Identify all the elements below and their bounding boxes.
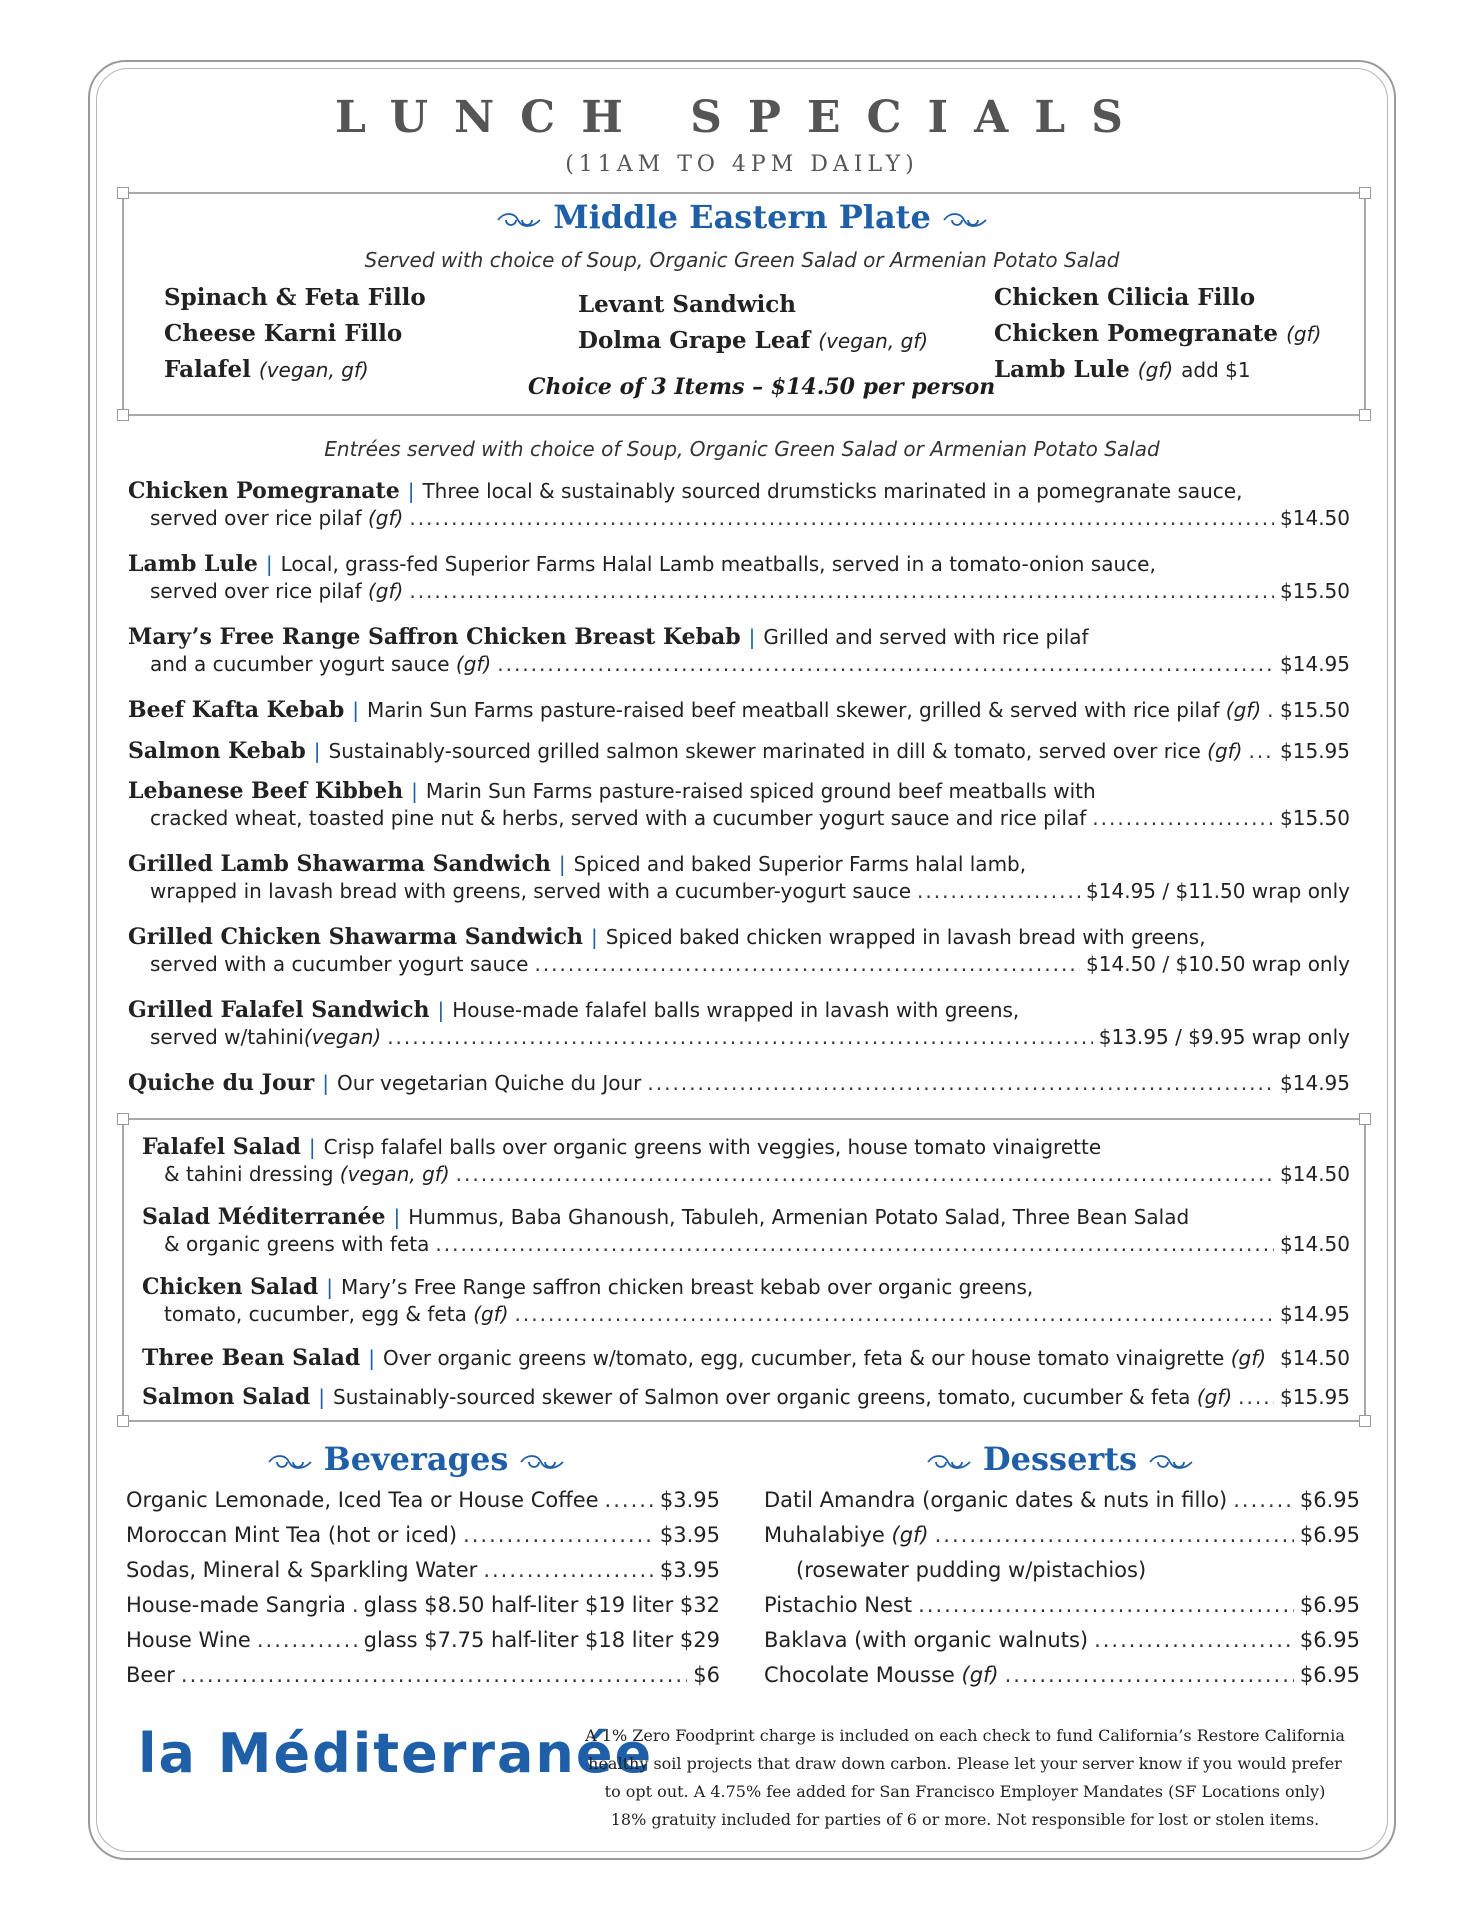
dessert-item: Pistachio Nest ..... $6.95: [764, 1593, 1360, 1617]
plate-item: Falafel (vegan, gf): [164, 356, 369, 383]
desserts-heading: Desserts: [760, 1440, 1360, 1478]
entree-item: Grilled Chicken Shawarma Sandwich | Spiced baked chicken wrapped in lavash bread with greens, served with a cucumber yogurt sauce ..... $14.50 / $10.50 wrap only: [128, 924, 1350, 976]
plate-item: Chicken Cilicia Fillo: [994, 284, 1256, 311]
entree-item: Beef Kafta Kebab | Marin Sun Farms pasture-raised beef meatball skewer, grilled & served with rice pilaf (gf) ..... $15.50: [128, 697, 1350, 723]
beverages-heading: Beverages: [126, 1440, 706, 1478]
salad-item: Salmon Salad | Sustainably-sourced skewer of Salmon over organic greens, tomato, cucumber & feta (gf) ..... $15.95: [142, 1384, 1350, 1410]
entree-item: Salmon Kebab | Sustainably-sourced grilled salmon skewer marinated in dill & tomato, served over rice (gf) ..... $15.95: [128, 738, 1350, 764]
dessert-item: Baklava (with organic walnuts) ..... $6.95: [764, 1628, 1360, 1652]
desserts-list: [764, 1488, 1360, 1698]
corner-ornament: [117, 409, 129, 421]
plate-col-3: [994, 280, 1321, 388]
plate-item: Cheese Karni Fillo: [164, 320, 403, 347]
entree-item: Lebanese Beef Kibbeh | Marin Sun Farms pasture-raised spiced ground beef meatballs with cracked wheat, toasted pine nut & herbs, served with a cucumber yogurt sauce and rice pilaf ..... $15.50: [128, 778, 1350, 830]
plate-note: Served with choice of Soup, Organic Green Salad or Armenian Potato Salad: [364, 248, 1120, 272]
salad-item: Salad Méditerranée | Hummus, Baba Ghanoush, Tabuleh, Armenian Potato Salad, Three Bean Salad & organic greens with feta ..... $14.50: [142, 1204, 1350, 1256]
dessert-item: Datil Amandra (organic dates & nuts in fillo) ..... $6.95: [764, 1488, 1360, 1512]
plate-item: Spinach & Feta Fillo: [164, 284, 426, 311]
restaurant-logo: la Méditerranée: [138, 1722, 654, 1785]
entree-item: Mary’s Free Range Saffron Chicken Breast Kebab | Grilled and served with rice pilaf and a cucumber yogurt sauce (gf) ..... $14.95: [128, 624, 1350, 676]
salad-box-left: [122, 1118, 124, 1422]
entree-item: Grilled Lamb Shawarma Sandwich | Spiced and baked Superior Farms halal lamb, wrapped in lavash bread with greens, served with a cucumber-yogurt sauce ..... $14.95 / $11.50 wrap only: [128, 851, 1350, 903]
beverage-item: Sodas, Mineral & Sparkling Water ..... $3.95: [126, 1558, 720, 1582]
salad-box-right: [1364, 1118, 1366, 1422]
dessert-item: Chocolate Mousse (gf) ..... $6.95: [764, 1663, 1360, 1687]
plate-choice: Choice of 3 Items – $14.50 per person: [528, 374, 996, 400]
plate-col-1: [164, 280, 426, 388]
beverage-item: Organic Lemonade, Iced Tea or House Coffee ..... $3.95: [126, 1488, 720, 1512]
scroll-ornament-icon: [942, 211, 988, 229]
scroll-ornament-icon: [496, 211, 542, 229]
entree-item: Lamb Lule | Local, grass-fed Superior Farms Halal Lamb meatballs, served in a tomato-onion sauce, served over rice pilaf (gf) ..... $15.50: [128, 551, 1350, 603]
plate-item: Lamb Lule (gf) add $1: [994, 356, 1251, 383]
plate-item: Levant Sandwich: [578, 291, 797, 318]
scroll-ornament-icon: [926, 1453, 972, 1471]
beverage-item: House Wine ..... glass $7.75 half-liter $18 liter $29: [126, 1628, 720, 1652]
salad-item: Chicken Salad | Mary’s Free Range saffron chicken breast kebab over organic greens, tomato, cucumber, egg & feta (gf) ..... $14.95: [142, 1274, 1350, 1326]
plate-item: Dolma Grape Leaf (vegan, gf): [578, 327, 929, 354]
salad-item: Three Bean Salad | Over organic greens w/tomato, egg, cucumber, feta & our house tomato vinaigrette (gf) ..... $14.50: [142, 1345, 1350, 1371]
entree-item: Quiche du Jour | Our vegetarian Quiche du Jour ..... $14.95: [128, 1070, 1350, 1096]
corner-ornament: [1359, 1415, 1371, 1427]
corner-ornament: [117, 1113, 129, 1125]
scroll-ornament-icon: [267, 1453, 313, 1471]
scroll-ornament-icon: [519, 1453, 565, 1471]
footer-note: A 1% Zero Foodprint charge is included on each check to fund California’s Restore California healthy soil projects that draw down carbon. Please let your server know if you would prefer to opt out. A 4.75% fee added for San Francisco Employer Mandates (SF Locations only) 18% gratuity included for parties of 6 or more. Not responsible for lost or stolen items.: [585, 1726, 1345, 1829]
plate-col-2: [578, 287, 928, 359]
corner-ornament: [117, 1415, 129, 1427]
plate-box-bottom: [122, 414, 1366, 416]
entree-item: Grilled Falafel Sandwich | House-made falafel balls wrapped in lavash with greens, served w/tahini(vegan) ..... $13.95 / $9.95 wrap only: [128, 997, 1350, 1049]
entrees-note: Entrées served with choice of Soup, Organic Green Salad or Armenian Potato Salad: [324, 437, 1160, 461]
corner-ornament: [1359, 1113, 1371, 1125]
scroll-ornament-icon: [1148, 1453, 1194, 1471]
plate-item: Chicken Pomegranate (gf): [994, 320, 1322, 347]
corner-ornament: [1359, 409, 1371, 421]
salad-item: Falafel Salad | Crisp falafel balls over organic greens with veggies, house tomato vinaigrette & tahini dressing (vegan, gf) ..... $14.50: [142, 1134, 1350, 1186]
beverages-list: [126, 1488, 720, 1698]
beverage-item: House-made Sangria ..... glass $8.50 half-liter $19 liter $32: [126, 1593, 720, 1617]
page-title: LUNCH SPECIALS: [335, 92, 1149, 143]
plate-title: Middle Eastern Plate: [553, 198, 931, 236]
salad-box-top: [122, 1118, 1366, 1120]
dessert-item: Muhalabiye (gf) ..... $6.95: [764, 1523, 1360, 1547]
beverage-item: Beer ..... $6: [126, 1663, 720, 1687]
hours-subtitle: (11AM TO 4PM DAILY): [565, 152, 919, 177]
plate-box-top: [122, 192, 1366, 194]
plate-heading: [0, 198, 1484, 236]
salad-box-bottom: [122, 1420, 1366, 1422]
beverage-item: Moroccan Mint Tea (hot or iced) ..... $3.95: [126, 1523, 720, 1547]
entree-item: Chicken Pomegranate | Three local & sustainably sourced drumsticks marinated in a pomegranate sauce, served over rice pilaf (gf) ..... $14.50: [128, 478, 1350, 530]
dessert-subtext: (rosewater pudding w/pistachios): [796, 1558, 1147, 1582]
